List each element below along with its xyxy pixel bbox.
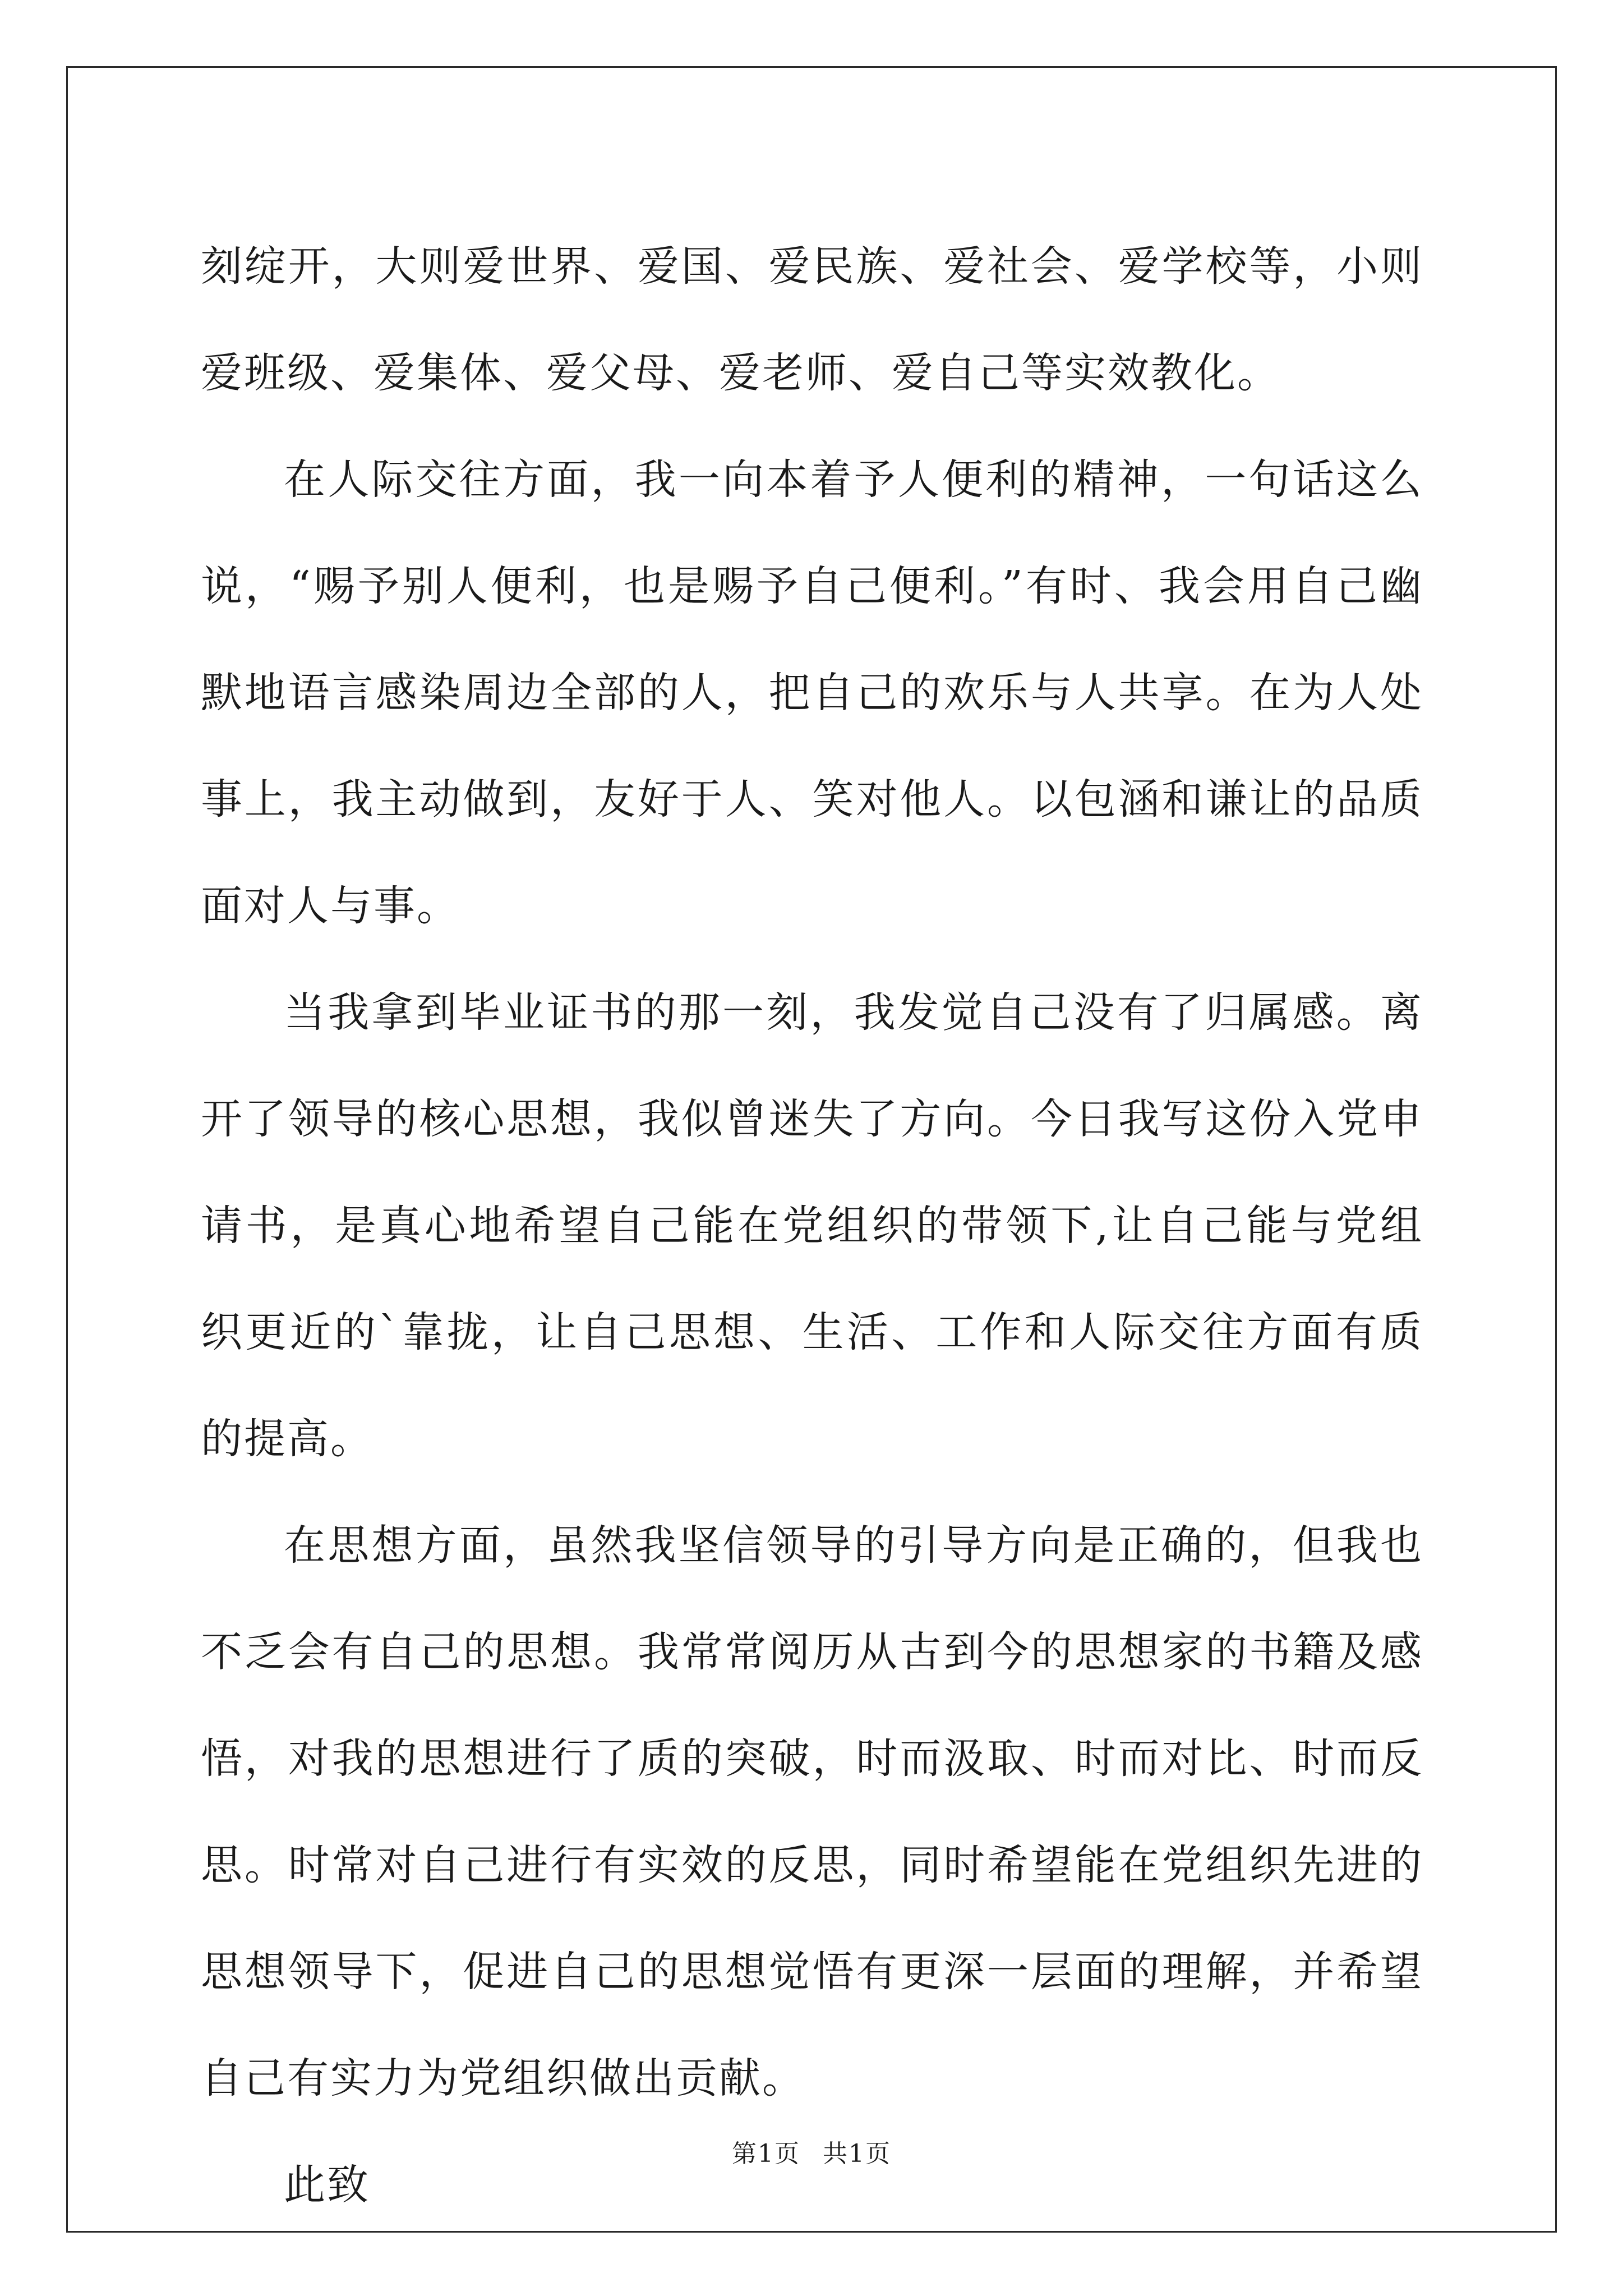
page-total: 共1页 — [823, 2139, 891, 2168]
page-number: 第1页 — [732, 2139, 800, 2168]
closing-salutation: 此致 — [284, 2161, 370, 2209]
page-footer — [0, 2137, 1623, 2171]
paragraph: 在思想方面，虽然我坚信领导的引导方向是正确的，但我也不乏会有自己的思想。我常常阅历从古到今的思想家的书籍及感悟，对我的思想进行了质的突破，时而汲取、时而对比、时而反思。时常对自己进行有实效的反思，同时希望能在党组织先进的思想领导下，促进自己的思想觉悟有更深一层面的理解，并希望自己有实力为党组织做出贡献。 — [201, 1521, 1423, 2102]
paragraph: 刻绽开，大则爱世界、爱国、爱民族、爱社会、爱学校等，小则爱班级、爱集体、爱父母、爱老师、爱自己等实效教化。 — [201, 242, 1423, 397]
paragraph: 在人际交往方面，我一向本着予人便利的精神，一句话这么说，“赐予别人便利，也是赐予自己便利。”有时、我会用自己幽默地语言感染周边全部的人，把自己的欢乐与人共享。在为人处事上，我主动做到，友好于人、笑对他人。以包涵和谦让的品质面对人与事。 — [201, 455, 1423, 930]
paragraph: 当我拿到毕业证书的那一刻，我发觉自己没有了归属感。离开了领导的核心思想，我似曾迷失了方向。今日我写这份入党申请书，是真心地希望自己能在党组织的带领下,让自己能与党组织更近的`靠拢，让自己思想、生活、工作和人际交往方面有质的提高。 — [201, 988, 1423, 1463]
document-body — [201, 213, 1423, 2238]
